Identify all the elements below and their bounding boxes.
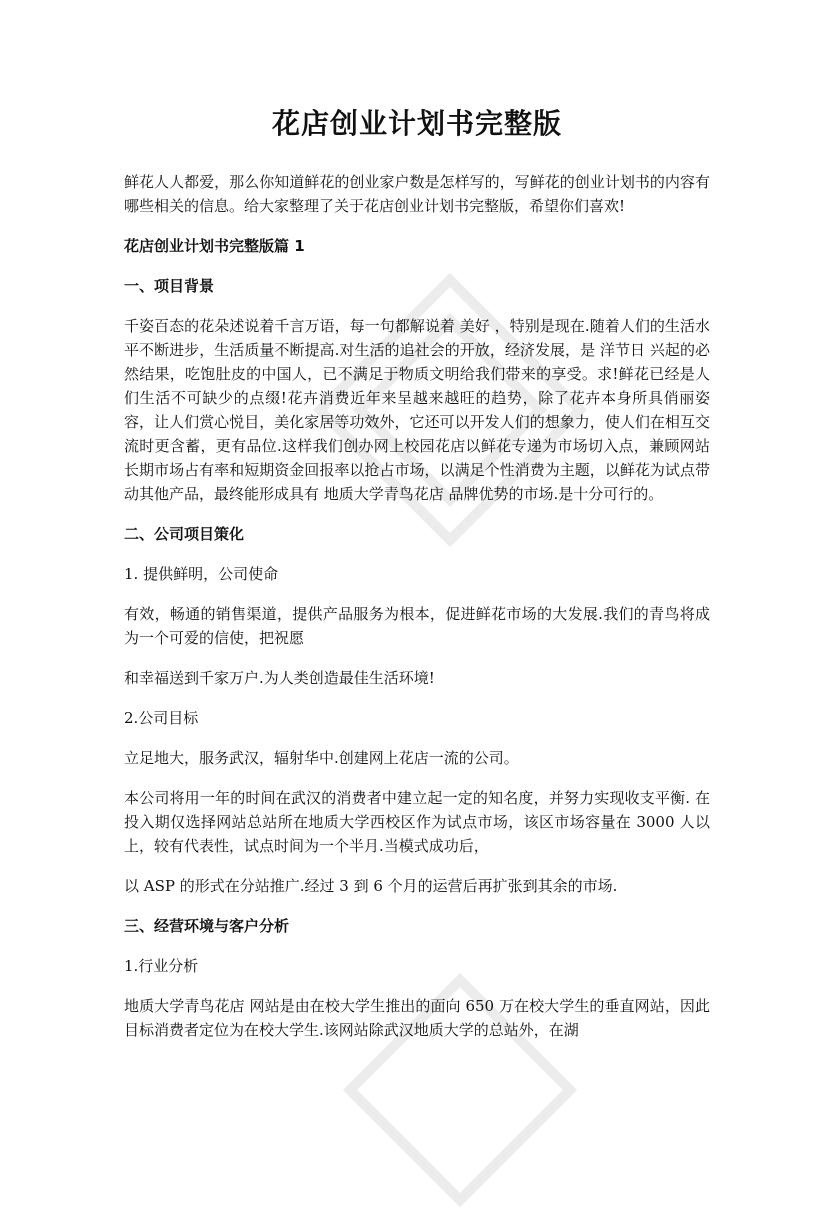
heading-project-background: 一、项目背景 (124, 277, 215, 295)
paragraph-industry: 地质大学青鸟花店 网站是由在校大学生推出的面向 650 万在校大学生的垂直网站，因此目标消费者定位为在校大学生.该网站除武汉地质大学的总站外，在湖 (124, 997, 710, 1039)
heading-environment: 三、经营环境与客户分析 (124, 917, 290, 935)
item-industry: 1.行业分析 (124, 957, 199, 975)
section-subtitle: 花店创业计划书完整版篇 1 (124, 237, 305, 255)
paragraph-plan: 本公司将用一年的时间在武汉的消费者中建立起一定的知名度，并努力实现收支平衡. 在投入期仅选择网站总站所在地质大学西校区作为试点市场，该区市场容量在 3000 人以上，较有代表性，试点时间为一个半月.当模式成功后， (124, 789, 710, 855)
document-title: 花店创业计划书完整版 (271, 107, 562, 140)
intro-paragraph: 鲜花人人都爱，那么你知道鲜花的创业家户数是怎样写的，写鲜花的创业计划书的内容有哪些相关的信息。给大家整理了关于花店创业计划书完整版，希望你们喜欢! (124, 173, 710, 215)
item-goals: 2.公司目标 (124, 709, 199, 727)
document-page (124, 100, 710, 1058)
heading-company-planning: 二、公司项目策化 (124, 525, 245, 543)
paragraph-mission: 有效，畅通的销售渠道，提供产品服务为根本，促进鲜花市场的大发展.我们的青鸟将成为一个可爱的信使，把祝愿 (124, 605, 710, 647)
paragraph-mission-cont: 和幸福送到千家万户.为人类创造最佳生活环境! (124, 669, 435, 687)
paragraph-background: 千姿百态的花朵述说着千言万语，每一句都解说着 美好 ，特别是现在.随着人们的生活水平不断进步，生活质量不断提高.对生活的追社会的开放，经济发展，是 洋节日 兴起的必然结果，吃饱肚皮的中国人，已不满足于物质文明给我们带来的享受。求!鲜花已经是人们生活不可缺少的点缀!花卉消费近年来呈越来越旺的趋势，除了花卉本身所具俏丽姿容，让人们赏心悦目，美化家居等功效外，它还可以开发人们的想象力，使人们在相互交流时更含蓄，更有品位.这样我们创办网上校园花店以鲜花专递为市场切入点，兼顾网站长期市场占有率和短期资金回报率以抢占市场，以满足个性消费为主题，以鲜花为试点带动其他产品，最终能形成具有 地质大学青鸟花店 品牌优势的市场.是十分可行的。 (124, 317, 710, 503)
item-mission: 1. 提供鲜明，公司使命 (124, 565, 279, 583)
paragraph-goals: 立足地大，服务武汉，辐射华中.创建网上花店一流的公司。 (124, 749, 519, 767)
paragraph-plan-cont: 以 ASP 的形式在分站推广.经过 3 到 6 个月的运营后再扩张到其余的市场. (124, 877, 618, 895)
